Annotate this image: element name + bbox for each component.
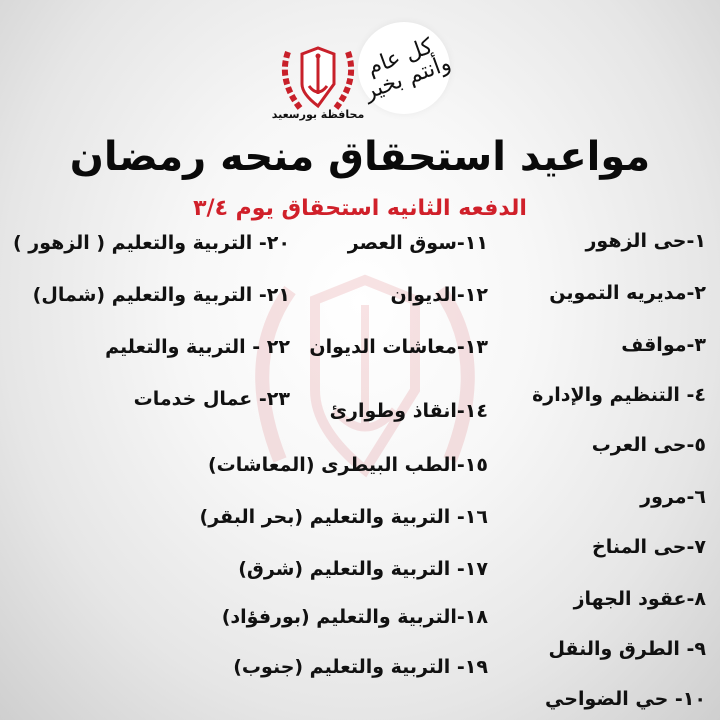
list-item: ١٥-الطب البيطرى (المعاشات) — [207, 454, 488, 476]
list-item: ٢-مديريه التموين — [549, 282, 706, 304]
page-title: مواعيد استحقاق منحه رمضان — [69, 134, 651, 180]
list-item: ١٩- التربية والتعليم (جنوب) — [233, 656, 488, 678]
list-item: ٩- الطرق والنقل — [548, 638, 706, 660]
list-item: ١١-سوق العصر — [347, 232, 488, 254]
list-item: ١-حى الزهور — [585, 230, 706, 252]
list-item: ١٤-انقاذ وطوارئ — [329, 400, 488, 422]
list-item: ١٣-معاشات الديوان — [309, 336, 488, 358]
list-item: ٢٢ - التربية والتعليم — [105, 336, 290, 358]
list-item: ١٨-التربية والتعليم (بورفؤاد) — [221, 606, 488, 628]
list-item: ١٦- التربية والتعليم (بحر البقر) — [199, 506, 488, 528]
governorate-logo-label: محافظة بورسعيد — [271, 108, 365, 121]
list-item: ٨-عقود الجهاز — [573, 588, 706, 610]
list-item: ٣-مواقف — [621, 334, 706, 356]
list-item: ١٠- حي الضواحي — [545, 688, 706, 710]
header-logos — [268, 10, 455, 121]
page-subtitle: الدفعه الثانيه استحقاق يوم ٣/٤ — [193, 196, 527, 221]
list-item: ١٧- التربية والتعليم (شرق) — [238, 558, 488, 580]
list-item: ٦-مرور — [640, 486, 706, 508]
list-item: ١٢-الديوان — [390, 284, 488, 306]
list-item: ٥-حى العرب — [591, 434, 706, 456]
list-item: ٢٣- عمال خدمات — [133, 388, 290, 410]
list-item: ٢٠- التربية والتعليم ( الزهور ) — [12, 232, 290, 254]
list-item: ٧-حى المناخ — [592, 536, 706, 558]
list-item: ٢١- التربية والتعليم (شمال) — [32, 284, 290, 306]
ramadan-greeting-calligraphy-logo — [358, 22, 455, 114]
calligraphy-text: كل عام وأنتم بخير — [360, 33, 455, 106]
list-item: ٤- التنظيم والإدارة — [532, 384, 706, 406]
